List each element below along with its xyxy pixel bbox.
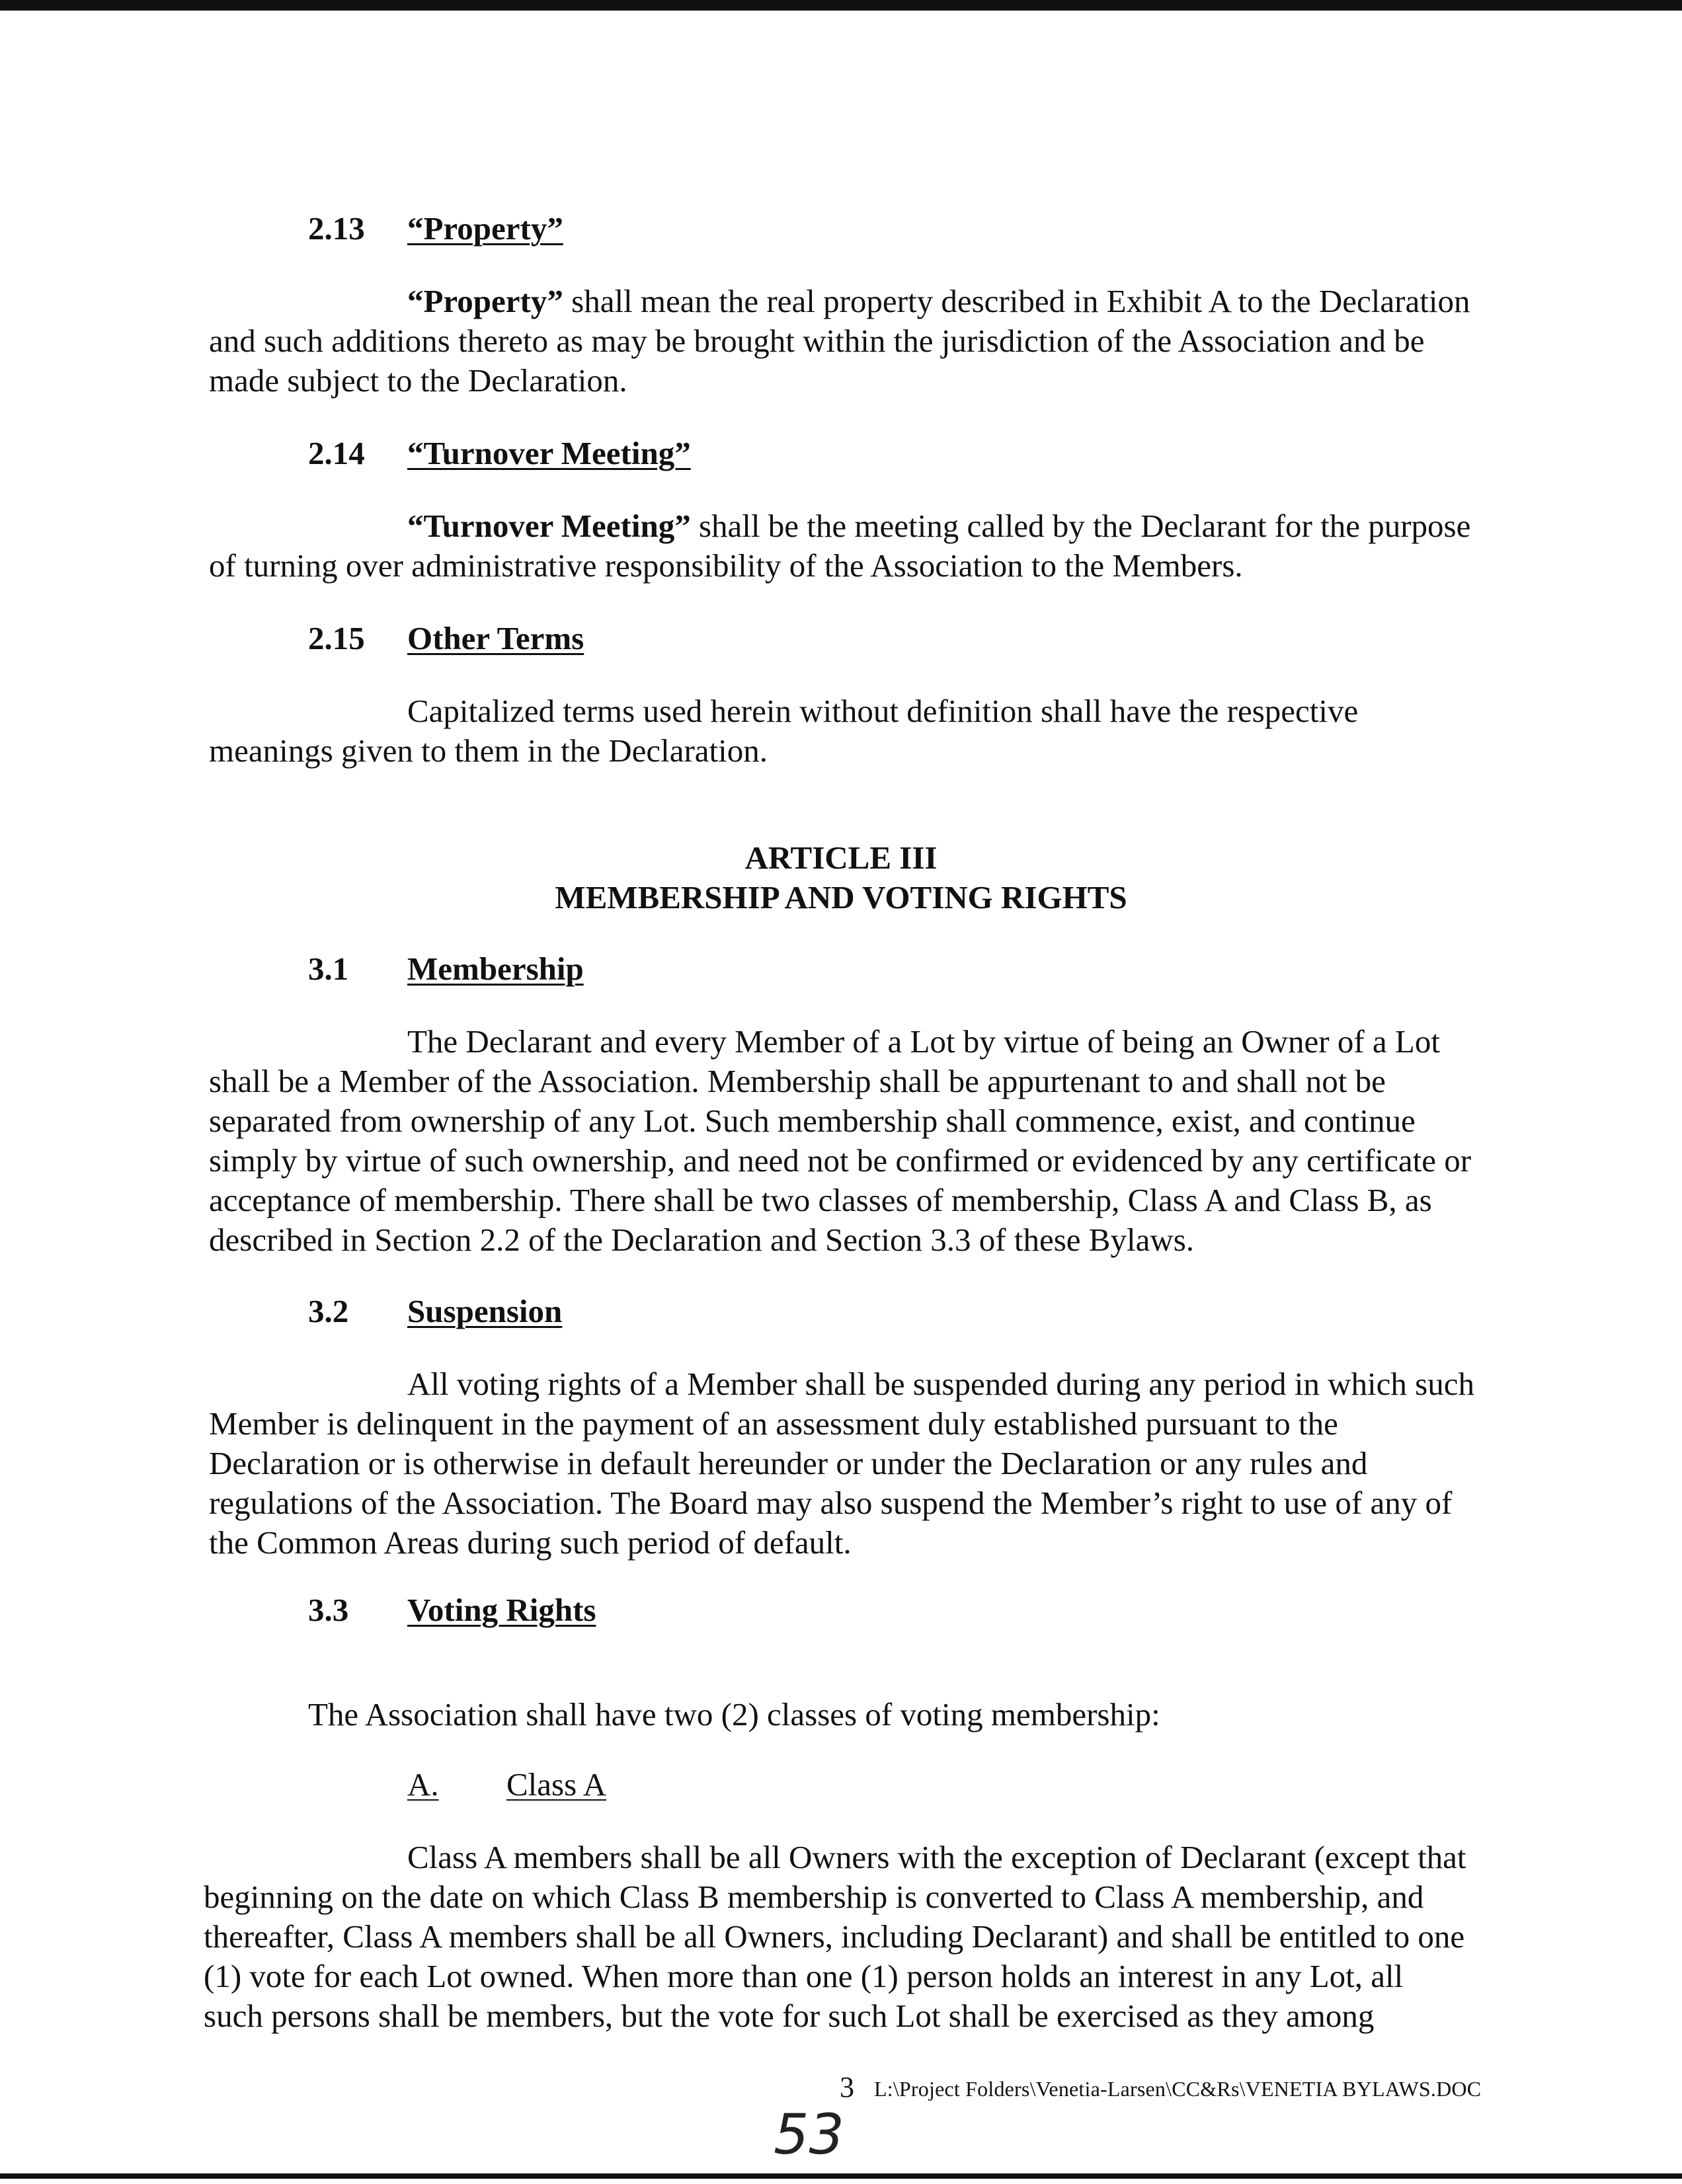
section-title: “Turnover Meeting” — [407, 435, 691, 471]
section-2-13-line-2: and such additions thereto as may be brought within the jurisdiction of the Association and be — [209, 323, 1425, 359]
section-3-2-line: regulations of the Association. The Board may also suspend the Member’s right to use of any of — [209, 1485, 1453, 1521]
section-title: Voting Rights — [407, 1592, 596, 1628]
section-3-2-line: Declaration or is otherwise in default hereunder or under the Declaration or any rules and — [209, 1445, 1368, 1481]
section-2-13-line-3: made subject to the Declaration. — [209, 362, 627, 399]
section-number: 3.1 — [308, 951, 349, 987]
subsection-title: Class A — [506, 1766, 607, 1803]
section-2-14-heading — [308, 434, 691, 473]
section-3-1-line: described in Section 2.2 of the Declaration and Section 3.3 of these Bylaws. — [209, 1222, 1195, 1258]
class-a-line: (1) vote for each Lot owned. When more than one (1) person holds an interest in any Lot, all — [204, 1958, 1404, 1994]
section-number: 3.3 — [308, 1592, 349, 1628]
body-text: shall be the meeting called by the Declarant for the purpose — [690, 508, 1471, 544]
section-2-14-line-2: of turning over administrative responsibility of the Association to the Members. — [209, 547, 1243, 584]
section-title: Suspension — [407, 1293, 563, 1329]
section-2-13-line-1 — [407, 282, 1470, 321]
class-a-line: thereafter, Class A members shall be all Owners, including Declarant) and shall be entitled to one — [204, 1918, 1465, 1955]
section-number: 2.13 — [308, 210, 365, 247]
class-a-line: Class A members shall be all Owners with the exception of Declarant (except that — [407, 1839, 1466, 1875]
handwritten-page-number: 53 — [774, 2102, 844, 2167]
class-a-line: beginning on the date on which Class B membership is converted to Class A membership, and — [204, 1879, 1424, 1915]
section-3-3-intro: The Association shall have two (2) classes of voting membership: — [308, 1696, 1160, 1733]
section-3-1-line: separated from ownership of any Lot. Such membership shall commence, exist, and continue — [209, 1103, 1416, 1139]
body-text: shall mean the real property described in Exhibit A to the Declaration — [563, 283, 1470, 319]
defined-term: “Turnover Meeting” — [407, 508, 691, 544]
article-title: MEMBERSHIP AND VOTING RIGHTS — [555, 879, 1127, 916]
section-2-15-line-2: meanings given to them in the Declaration. — [209, 732, 768, 769]
class-a-heading — [407, 1765, 606, 1805]
page-number: 3 — [840, 2071, 854, 2103]
section-2-15-heading — [308, 619, 584, 658]
section-3-1-heading — [308, 949, 584, 989]
section-3-1-line: acceptance of membership. There shall be two classes of membership, Class A and Class B, as — [209, 1182, 1432, 1218]
section-3-2-line: Member is delinquent in the payment of an assessment duly established pursuant to the — [209, 1405, 1338, 1442]
section-number: 3.2 — [308, 1293, 349, 1329]
class-a-line: such persons shall be members, but the vote for such Lot shall be exercised as they among — [204, 1998, 1375, 2034]
section-3-1-line: shall be a Member of the Association. Membership shall be appurtenant to and shall not be — [209, 1063, 1386, 1099]
section-title: “Property” — [407, 210, 563, 247]
subsection-letter: A. — [407, 1766, 439, 1803]
defined-term: “Property” — [407, 283, 563, 319]
section-3-3-heading — [308, 1590, 596, 1630]
section-2-13-heading — [308, 209, 563, 249]
section-title: Membership — [407, 951, 584, 987]
scan-bottom-border — [0, 2173, 1682, 2179]
article-number: ARTICLE III — [744, 839, 938, 876]
section-2-14-line-1 — [407, 506, 1470, 546]
section-title: Other Terms — [407, 620, 584, 656]
section-3-1-line: simply by virtue of such ownership, and need not be confirmed or evidenced by any certificate or — [209, 1142, 1472, 1179]
section-number: 2.14 — [308, 435, 365, 471]
section-3-2-line: All voting rights of a Member shall be suspended during any period in which such — [407, 1366, 1474, 1402]
section-3-2-line: the Common Areas during such period of default. — [209, 1524, 852, 1561]
file-path: L:\Project Folders\Venetia-Larsen\CC&Rs\VENETIA BYLAWS.DOC — [874, 2077, 1482, 2101]
section-number: 2.15 — [308, 620, 365, 656]
section-2-15-line-1: Capitalized terms used herein without definition shall have the respective — [407, 693, 1359, 729]
section-3-2-heading — [308, 1292, 562, 1331]
section-3-1-line: The Declarant and every Member of a Lot by virtue of being an Owner of a Lot — [407, 1023, 1440, 1060]
